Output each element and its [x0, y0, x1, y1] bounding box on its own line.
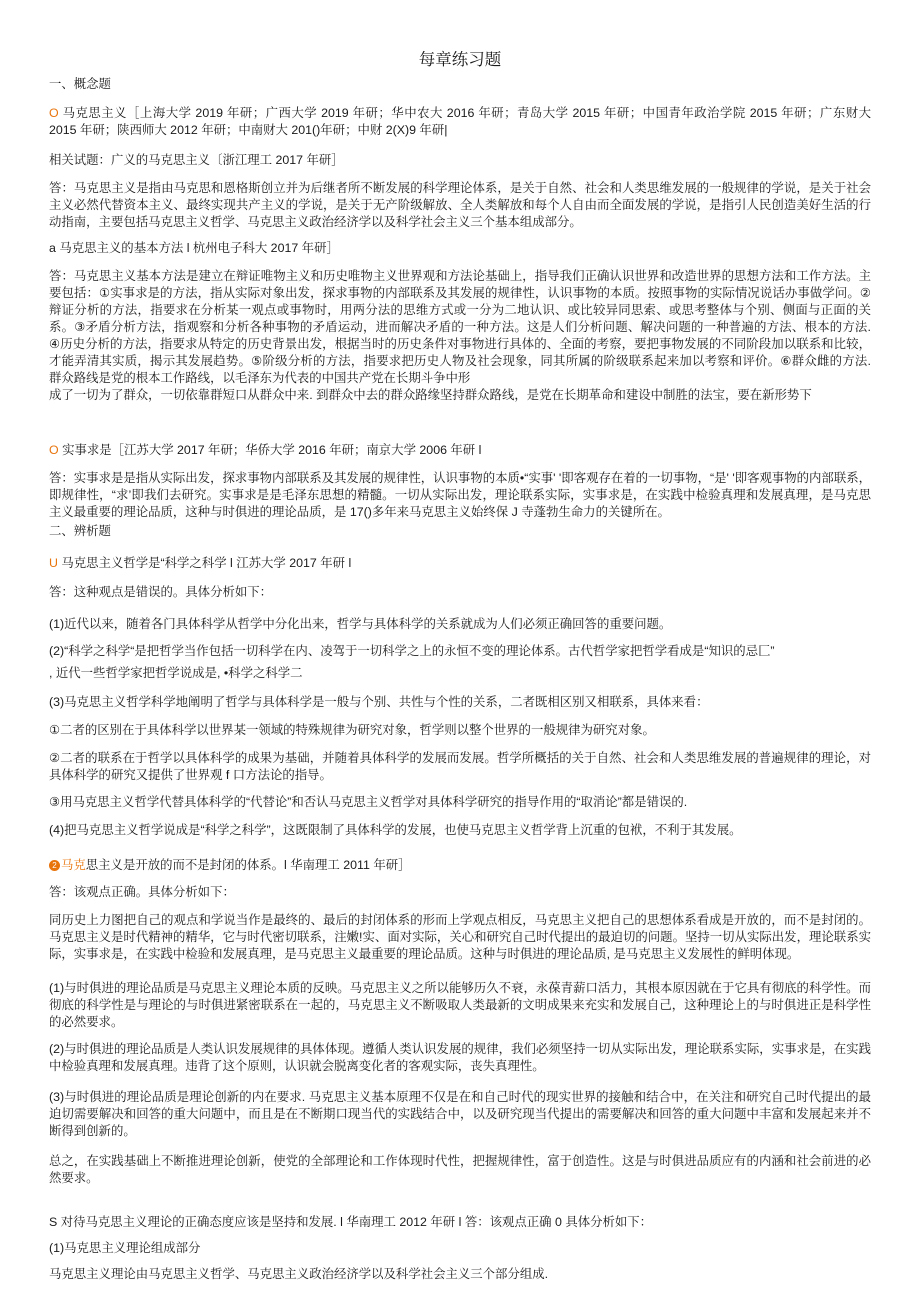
paragraph: (1)与时俱进的理论品质是马克思主义理论本质的反映。马克思主义之所以能够历久不衰，永葆青薪口活力，其根本原因就在于它具有彻底的科学性。而彻底的科学性是与理论的与时俱进紧密联系在一起的，马克思主义不断吸取人类最新的文明成果来充实和发展自己，这种理论上的与时俱进正是科学性的必然要求。	[49, 981, 871, 1029]
question-1	[49, 105, 871, 139]
answer-1: 答：马克思主义是指由马克思和恩格斯创立并为后继者所不断发展的科学理论体系，是关于自然、社会和人类思维发展的一般规律的学说，是关于社会主义必然代替资本主义、最终实现共产主义的学说，是关于无产阶级解放、全人类解放和每个人自由而全面发展的学说，是指引人民创造美好生活的行动指南，主要包括马克思主义哲学、马克思主义政治经济学以及科学社会主义三个基本组成部分。	[49, 181, 871, 229]
paragraph: ③用马克思主义哲学代替具体科学的“代替论”和否认马克思主义哲学对具体科学研究的指导作用的“取消论”都是错误的.	[49, 795, 688, 809]
paragraph: (2)与时俱进的理论品质是人类认识发展规律的具体体现。遵循人类认识发展的规律，我们必须坚持一切从实际出发，理论联系实际，实事求是，在实践中检验真理和发展真理。违背了这个原则，认识就会脱离变化者的客观实际，丧失真理性。	[49, 1042, 871, 1073]
page-title: 每章练习题	[418, 51, 502, 69]
paragraph: (3)与时俱进的理论品质是理论创新的内在要求. 马克思主义基本原理不仅是在和自己时代的现实世界的接触和结合中，在关注和研究自己时代提出的最迫切需要解决和回答的重大问题中，而且是在不断期口现当代的实践结合中，以及研究现当代提出的需要解决和回答的重大问题中丰富和发展起来并不断得到创新的。	[49, 1090, 871, 1138]
paragraph: (1)近代以来，随着各门具体科学从哲学中分化出来，哲学与具体科学的关系就成为人们必须正确回答的重要问题。	[49, 617, 672, 631]
question-text: 对待马克思主义理论的正确态度应该是坚持和发展. l 华南理工 2012 年研 l 答：该观点正确 0 具体分析如下：	[57, 1215, 653, 1229]
paragraph: 同历史上力图把自己的观点和学说当作是最终的、最后的封闭体系的形而上学观点相反，马克思主义把自己的思想体系看成是开放的，而不是封闭的。马克思主义是时代精神的精华，它与时代密切联系，注嫩!实、面对实际，关心和研究自己时代提出的最迫切的问题。坚持一切从实际出发，理论联系实际，实事求是，在实践中检验和发展真理，是马克思主义最重要的理论品质。这种与时俱进的理论品质, 是马克思主义发展性的鲜明体现。	[49, 913, 871, 961]
question-6	[49, 1214, 871, 1231]
paragraph: ②二者的联系在于哲学以具体科学的成果为基础，并随着具体科学的发展而发展。哲学所概括的关于自然、社会和人类思维发展的普遍规律的理论，对具体科学的研究又提供了世界观 f 口方法论的指导。	[49, 751, 871, 782]
answer-2: 答：马克思主义基本方法是建立在辩证唯物主义和历史唯物主义世界观和方法论基础上，指导我们正确认识世界和改造世界的思想方法和工作方法。主要包括：①实事求是的方法，指从实际对象出发，探求事物的内部联系及其发展的规律性，认识事物的本质。按照事物的实际情况说话办事做学问。②辩证分析的方法，指要求在分析某一观点或事物时，用两分法的思维方式或一分为二地认识、或比较异同思索、或思考整体与个别、侧面与正面的关系。③矛盾分析方法，指观察和分析各种事物的矛盾运动，进而解决矛盾的一种方法。这是人们分析问题、解决问题的一种普遍的方法、根本的方法. ④历史分析的方法，指要求从特定的历史背景出发，根据当时的历史条件对事物进行具体的、全面的考察，要把事物发展的不同阶段加以联系和比较，才能弄清其实质，揭示其发展趋势。⑤阶级分析的方法，指要求把历史人物及社会现象，同其所属的阶级联系起来加以考察和评价。⑥群众雌的方法. 群众路线是党的根本工作路线，以毛泽东为代表的中国共产党在长期斗争中形	[49, 269, 871, 385]
question-3	[49, 442, 871, 459]
paragraph: , 近代一些哲学家把哲学说成是, •科学之科学二	[49, 666, 303, 680]
question-text: 思主义是开放的而不是封闭的体系。l 华南理工 2011 年研］	[85, 858, 411, 872]
paragraph: (2)“科学之科学“是把哲学当作包括一切科学在内、凌驾于一切科学之上的永恒不变的理论体系。古代哲学家把哲学看成是“知识的忌匚”	[49, 644, 775, 658]
number-badge-icon: 2	[49, 860, 60, 871]
question-marker: a	[49, 241, 56, 255]
question-text: 马克思主义的基本方法 l 杭州电子科大 2017 年研］	[55, 241, 339, 255]
question-marker: O	[49, 443, 59, 457]
question-4	[49, 555, 871, 572]
answer-3: 答：实事求是是指从实际出发，探求事物内部联系及其发展的规律性，认识事物的本质•“实事' '即客观存在着的一切事物，“是' '即客观事物的内部联系，即规律性，“求’即我们去研究。实事求是是毛泽东思想的精髓。一切从实际出发，理论联系实际，实事求是，在实践中检验真理和发展真理，是马克思主义最重要的理论品质，这种与时俱进的理论品质，是 17()多年来马克思主义始终保 J 寺蓬勃生命力的关键所在。	[49, 471, 871, 519]
question-text: 实事求是［江苏大学 2017 年研；华侨大学 2016 年研；南京大学 2006 年研 l	[58, 443, 482, 457]
answer-4: 答：这种观点是错误的。具体分析如下：	[49, 585, 273, 599]
question-text: 马克思主义［上海大学 2019 年研；广西大学 2019 年研；华中农大 2016 年研；青岛大学 2015 年研；中国青年政治学院 2015 年研；广东财大 2015 年研；陕西师大 2012 年研；中南财大 201()年研；中财 2(X)9 年研|	[49, 106, 871, 137]
question-highlight: 马克	[61, 858, 86, 872]
question-marker: O	[49, 106, 59, 120]
section-heading-concepts: 一、概念题	[49, 77, 111, 91]
question-5	[49, 857, 871, 874]
paragraph: (4)把马克思主义哲学说成是“科学之科学”，这既限制了具体科学的发展，也使马克思主义哲学背上沉重的包袱，不利于其发展。	[49, 823, 742, 837]
question-text: 马克思主义哲学是“科学之科学 l 江苏大学 2017 年研 l	[57, 556, 352, 570]
question-2	[49, 240, 871, 257]
paragraph: (3)马克思主义哲学科学地阐明了哲学与具体科学是一般与个别、共性与个性的关系，二者既相区别又相联系，具体来看：	[49, 695, 709, 709]
paragraph: (1)马克思主义理论组成部分	[49, 1241, 201, 1255]
paragraph: ①二者的区别在于具体科学以世界某一领域的特殊规律为研究对象，哲学则以整个世界的一般规律为研究对象。	[49, 723, 655, 737]
question-marker: U	[49, 556, 58, 570]
paragraph: 马克思主义理论由马克思主义哲学、马克思主义政治经济学以及科学社会主义三个部分组成.	[49, 1267, 549, 1281]
answer-5: 答：该观点正确。具体分析如下：	[49, 885, 235, 899]
question-marker: S	[49, 1215, 58, 1229]
related-question: 相关试题：广义的马克思主义〔浙江理工 2017 年研］	[49, 153, 344, 167]
answer-2-continued: 成了一切为了群众，一切依靠群短口从群众中来. 到群众中去的群众路缘坚持群众路线，是党在长期革命和建设中制胜的法宝，要在新形势下	[49, 388, 812, 402]
paragraph: 总之，在实践基础上不断推进理论创新，使党的全部理论和工作体现时代性，把握规律性，富于创造性。这是与时俱进品质应有的内涵和社会前进的必然要求。	[49, 1154, 871, 1185]
section-heading-analysis: 二、辨析题	[49, 524, 111, 538]
